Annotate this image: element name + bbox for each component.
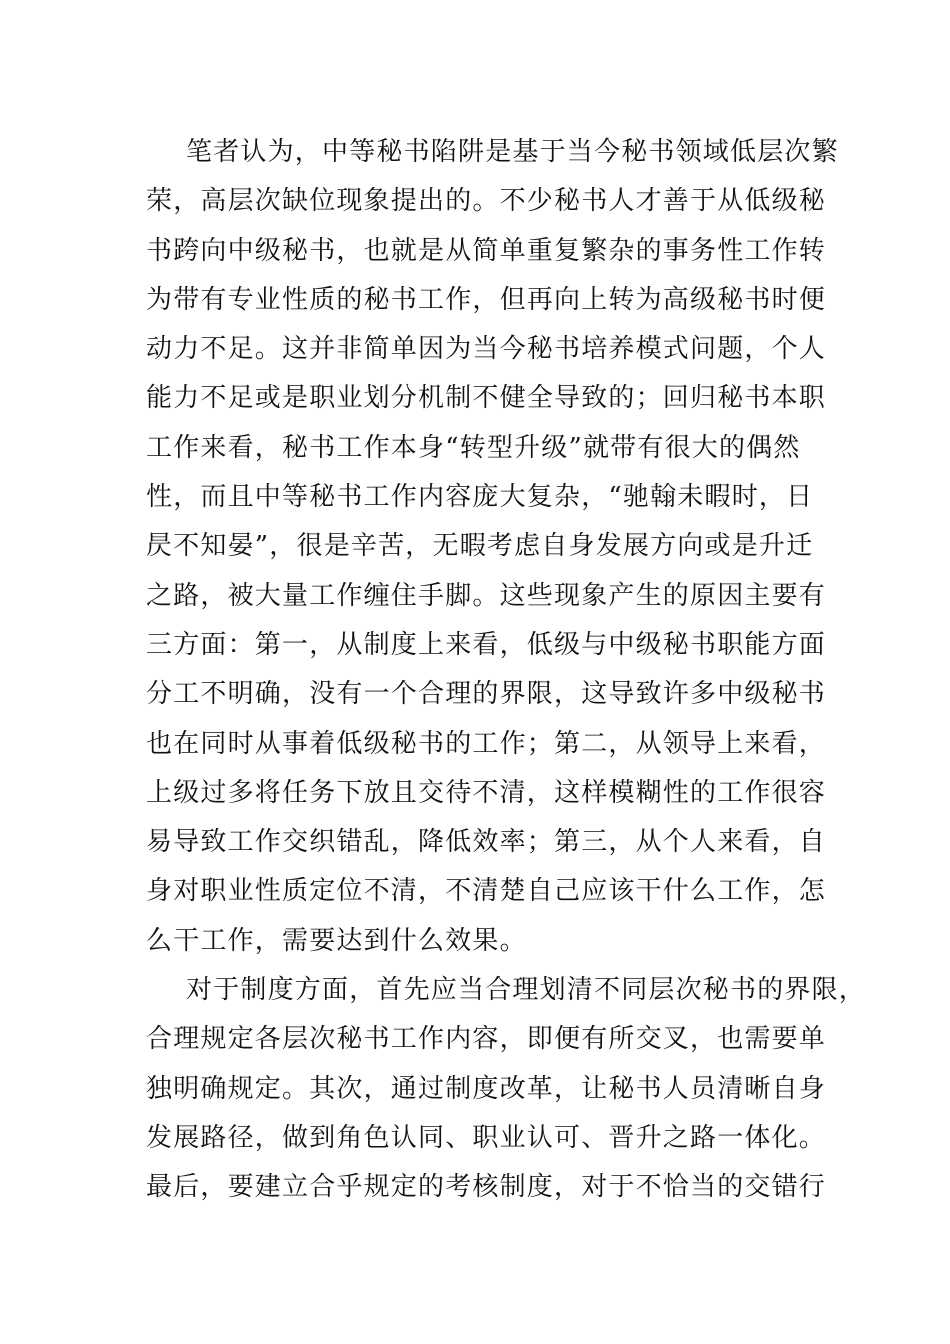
paragraph-line: 最后，要建立合乎规定的考核制度，对于不恰当的交错行 [146,1172,827,1203]
paragraph-line: 合理规定各层次秘书工作内容，即便有所交叉，也需要单 [146,1024,827,1055]
paragraph-line: 为带有专业性质的秘书工作，但再向上转为高级秘书时便 [146,284,827,315]
paragraph-line: 荣，高层次缺位现象提出的。不少秘书人才善于从低级秘 [146,186,827,217]
paragraph-line: 性，而且中等秘书工作内容庞大复杂，“驰翰未暇时，日 [146,482,814,513]
paragraph-line: 三方面：第一，从制度上来看，低级与中级秘书职能方面 [146,629,827,660]
paragraph-line: 易导致工作交织错乱，降低效率；第三，从个人来看，自 [146,827,827,858]
paragraph-line: 书跨向中级秘书，也就是从简单重复繁杂的事务性工作转 [146,235,827,266]
paragraph-line: 笔者认为，中等秘书陷阱是基于当今秘书领域低层次繁 [186,137,839,167]
paragraph-line: 昃不知晏”，很是辛苦，无暇考虑自身发展方向或是升迁 [146,531,814,562]
paragraph-line: 上级过多将任务下放且交待不清，这样模糊性的工作很容 [146,777,827,808]
paragraph-line: 也在同时从事着低级秘书的工作；第二，从领导上来看， [146,728,827,759]
paragraph-line: 对于制度方面，首先应当合理划清不同层次秘书的界限， [186,975,867,1006]
paragraph-line: 独明确规定。其次，通过制度改革，让秘书人员清晰自身 [146,1073,827,1104]
paragraph-line: 动力不足。这并非简单因为当今秘书培养模式问题，个人 [146,334,827,365]
body-text [146,128,867,1213]
paragraph-line: 之路，被大量工作缠住手脚。这些现象产生的原因主要有 [146,580,827,611]
paragraph-line: 身对职业性质定位不清，不清楚自己应该干什么工作，怎 [146,876,827,907]
paragraph-line: 么干工作，需要达到什么效果。 [146,925,527,956]
paragraph-line: 工作来看，秘书工作本身“转型升级”就带有很大的偶然 [146,432,801,463]
paragraph-line: 能力不足或是职业划分机制不健全导致的；回归秘书本职 [146,383,827,414]
paragraph-line: 分工不明确，没有一个合理的界限，这导致许多中级秘书 [146,679,827,710]
paragraph-2 [146,966,867,1212]
paragraph-line: 发展路径，做到角色认同、职业认可、晋升之路一体化。 [146,1122,827,1153]
paragraph-1 [146,128,846,966]
